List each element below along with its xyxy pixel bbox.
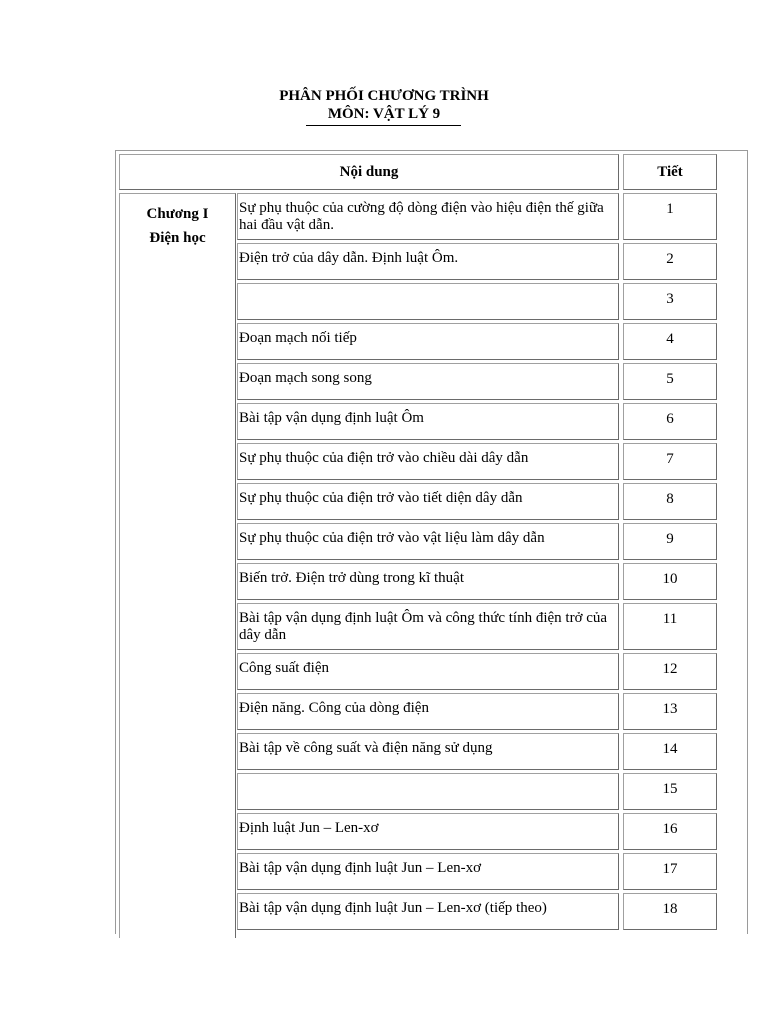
document-title: PHÂN PHỐI CHƯƠNG TRÌNH <box>279 88 489 104</box>
row-tiet-15: 15 <box>623 773 717 810</box>
row-content-14: Bài tập về công suất và điện năng sử dụng <box>237 733 619 770</box>
row-content-3 <box>237 283 619 320</box>
row-content-15 <box>237 773 619 810</box>
row-tiet-14: 14 <box>623 733 717 770</box>
row-content-11: Bài tập vận dụng định luật Ôm và công thức tính điện trở của dây dẫn <box>237 603 619 650</box>
row-tiet-8: 8 <box>623 483 717 520</box>
row-content-10: Biến trở. Điện trở dùng trong kĩ thuật <box>237 563 619 600</box>
row-tiet-9: 9 <box>623 523 717 560</box>
row-tiet-11: 11 <box>623 603 717 650</box>
row-tiet-7: 7 <box>623 443 717 480</box>
row-content-7: Sự phụ thuộc của điện trở vào chiều dài dây dẫn <box>237 443 619 480</box>
row-tiet-1: 1 <box>623 193 717 240</box>
row-tiet-18: 18 <box>623 893 717 930</box>
row-content-17: Bài tập vận dụng định luật Jun – Len-xơ <box>237 853 619 890</box>
chapter-cell <box>119 193 236 938</box>
row-content-5: Đoạn mạch song song <box>237 363 619 400</box>
row-tiet-3: 3 <box>623 283 717 320</box>
row-tiet-12: 12 <box>623 653 717 690</box>
row-content-1: Sự phụ thuộc của cường độ dòng điện vào hiệu điện thế giữa hai đầu vật dẫn. <box>237 193 619 240</box>
column-header-tiet: Tiết <box>623 154 717 190</box>
row-content-18: Bài tập vận dụng định luật Jun – Len-xơ (tiếp theo) <box>237 893 619 930</box>
row-content-8: Sự phụ thuộc của điện trở vào tiết diện dây dẫn <box>237 483 619 520</box>
row-tiet-17: 17 <box>623 853 717 890</box>
row-tiet-2: 2 <box>623 243 717 280</box>
title-underline <box>306 125 461 126</box>
document-subtitle: MÔN: VẬT LÝ 9 <box>327 106 441 122</box>
row-content-2: Điện trở của dây dẫn. Định luật Ôm. <box>237 243 619 280</box>
row-tiet-16: 16 <box>623 813 717 850</box>
row-content-4: Đoạn mạch nối tiếp <box>237 323 619 360</box>
chapter-number: Chương I <box>146 206 209 222</box>
row-content-13: Điện năng. Công của dòng điện <box>237 693 619 730</box>
chapter-name: Điện học <box>149 230 206 246</box>
row-tiet-6: 6 <box>623 403 717 440</box>
row-tiet-5: 5 <box>623 363 717 400</box>
row-content-16: Định luật Jun – Len-xơ <box>237 813 619 850</box>
row-content-9: Sự phụ thuộc của điện trở vào vật liệu làm dây dẫn <box>237 523 619 560</box>
row-content-6: Bài tập vận dụng định luật Ôm <box>237 403 619 440</box>
row-tiet-10: 10 <box>623 563 717 600</box>
row-tiet-13: 13 <box>623 693 717 730</box>
row-tiet-4: 4 <box>623 323 717 360</box>
column-header-content: Nội dung <box>119 154 619 190</box>
row-content-12: Công suất điện <box>237 653 619 690</box>
